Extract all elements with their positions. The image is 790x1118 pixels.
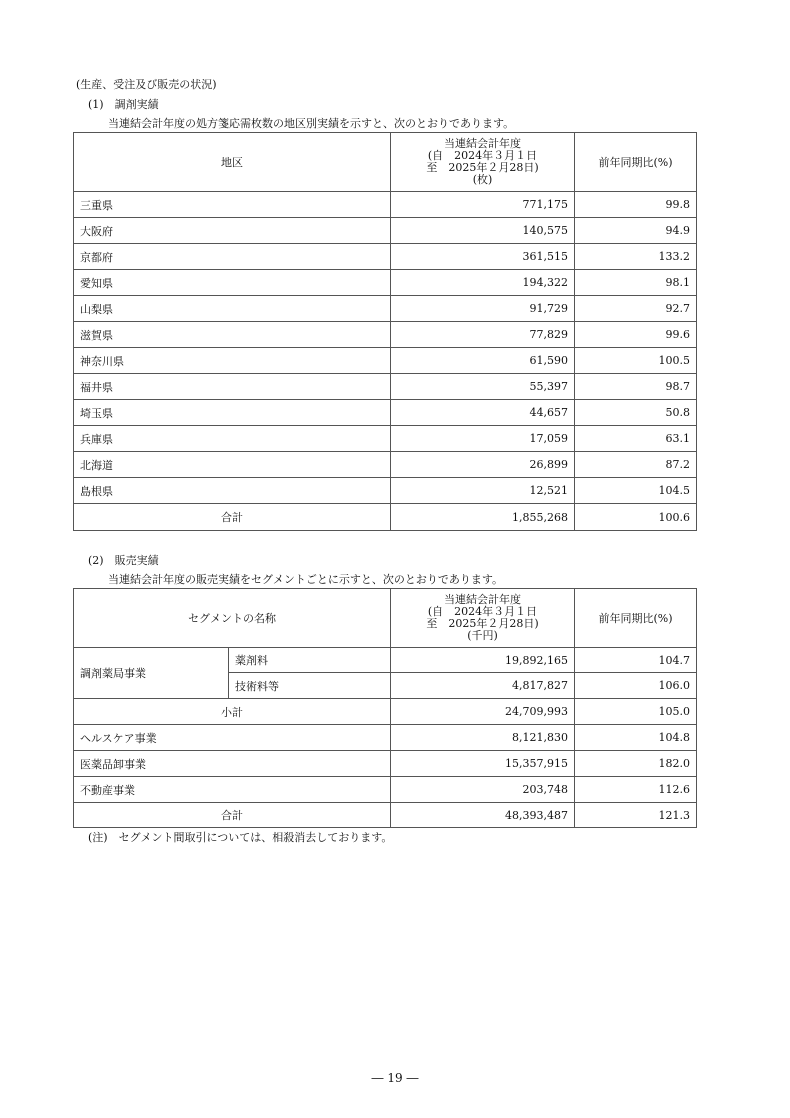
region-cell: 兵庫県 xyxy=(74,426,391,452)
dispensing-header-row xyxy=(74,133,697,192)
period-line-3: 至 2025年２月28日) xyxy=(426,617,539,630)
table-row xyxy=(74,244,697,270)
table-row xyxy=(74,348,697,374)
yoy-cell: 98.1 xyxy=(575,270,697,296)
footnote: (注) セグメント間取引については、相殺消去しております。 xyxy=(88,831,393,844)
value-cell: 140,575 xyxy=(391,218,575,244)
item-yoy: 104.7 xyxy=(575,648,697,673)
total-yoy: 100.6 xyxy=(575,504,697,531)
value-cell: 8,121,830 xyxy=(391,725,575,751)
yoy-cell: 50.8 xyxy=(575,400,697,426)
value-cell: 361,515 xyxy=(391,244,575,270)
value-cell: 26,899 xyxy=(391,452,575,478)
item-value: 19,892,165 xyxy=(391,648,575,673)
region-cell: 山梨県 xyxy=(74,296,391,322)
yoy-cell: 104.8 xyxy=(575,725,697,751)
yoy-cell: 112.6 xyxy=(575,777,697,803)
period-line-2: (自 2024年３月１日 xyxy=(427,605,538,618)
dispensing-heading: (1) 調剤実績 xyxy=(88,98,159,111)
table-row xyxy=(74,322,697,348)
subtotal-row xyxy=(74,699,697,725)
total-label: 合計 xyxy=(74,504,391,531)
subtotal-value: 24,709,993 xyxy=(391,699,575,725)
yoy-cell: 98.7 xyxy=(575,374,697,400)
item-label: 薬剤料 xyxy=(229,648,391,673)
period-unit: (枚) xyxy=(472,173,493,186)
region-cell: 福井県 xyxy=(74,374,391,400)
region-cell: 神奈川県 xyxy=(74,348,391,374)
dispensing-total-row xyxy=(74,504,697,531)
value-cell: 12,521 xyxy=(391,478,575,504)
table-row xyxy=(74,725,697,751)
yoy-header: 前年同期比(%) xyxy=(575,589,697,648)
period-line-1: 当連結会計年度 xyxy=(444,593,522,606)
period-line-1: 当連結会計年度 xyxy=(444,137,521,150)
value-cell: 15,357,915 xyxy=(391,751,575,777)
yoy-cell: 99.6 xyxy=(575,322,697,348)
segment-label: 不動産事業 xyxy=(74,777,391,803)
item-value: 4,817,827 xyxy=(391,673,575,699)
subtotal-label: 小計 xyxy=(74,699,391,725)
total-label: 合計 xyxy=(74,803,391,828)
period-unit: (千円) xyxy=(467,629,498,642)
total-value: 1,855,268 xyxy=(391,504,575,531)
yoy-cell: 92.7 xyxy=(575,296,697,322)
region-cell: 京都府 xyxy=(74,244,391,270)
yoy-header: 前年同期比(%) xyxy=(575,133,697,192)
sales-intro: 当連結会計年度の販売実績をセグメントごとに示すと、次のとおりであります。 xyxy=(108,573,504,586)
region-cell: 三重県 xyxy=(74,192,391,218)
item-label: 技術料等 xyxy=(229,673,391,699)
region-header: 地区 xyxy=(74,133,391,192)
yoy-cell: 133.2 xyxy=(575,244,697,270)
yoy-cell: 63.1 xyxy=(575,426,697,452)
value-cell: 61,590 xyxy=(391,348,575,374)
table-row xyxy=(74,374,697,400)
value-cell: 771,175 xyxy=(391,192,575,218)
yoy-cell: 99.8 xyxy=(575,192,697,218)
table-row xyxy=(74,270,697,296)
yoy-cell: 104.5 xyxy=(575,478,697,504)
region-cell: 北海道 xyxy=(74,452,391,478)
period-header xyxy=(391,589,575,648)
region-cell: 大阪府 xyxy=(74,218,391,244)
total-value: 48,393,487 xyxy=(391,803,575,828)
yoy-cell: 94.9 xyxy=(575,218,697,244)
table-row xyxy=(74,192,697,218)
period-line-3: 至 2025年２月28日) xyxy=(426,161,539,174)
sales-heading: (2) 販売実績 xyxy=(88,554,159,567)
value-cell: 77,829 xyxy=(391,322,575,348)
dispensing-table xyxy=(73,132,697,531)
table-row xyxy=(74,751,697,777)
region-cell: 愛知県 xyxy=(74,270,391,296)
sales-header-row xyxy=(74,589,697,648)
total-yoy: 121.3 xyxy=(575,803,697,828)
table-row xyxy=(74,478,697,504)
value-cell: 91,729 xyxy=(391,296,575,322)
yoy-cell: 87.2 xyxy=(575,452,697,478)
subtotal-yoy: 105.0 xyxy=(575,699,697,725)
section-title: (生産、受注及び販売の状況) xyxy=(76,78,217,91)
sales-total-row xyxy=(74,803,697,828)
table-row xyxy=(74,777,697,803)
table-row xyxy=(74,296,697,322)
table-row xyxy=(74,218,697,244)
table-row xyxy=(74,400,697,426)
segment-label: 医薬品卸事業 xyxy=(74,751,391,777)
value-cell: 194,322 xyxy=(391,270,575,296)
table-row xyxy=(74,426,697,452)
table-row xyxy=(74,452,697,478)
yoy-cell: 100.5 xyxy=(575,348,697,374)
value-cell: 17,059 xyxy=(391,426,575,452)
value-cell: 55,397 xyxy=(391,374,575,400)
segment-label: ヘルスケア事業 xyxy=(74,725,391,751)
sales-table xyxy=(73,588,697,828)
region-cell: 埼玉県 xyxy=(74,400,391,426)
yoy-cell: 182.0 xyxy=(575,751,697,777)
period-header xyxy=(391,133,575,192)
item-yoy: 106.0 xyxy=(575,673,697,699)
value-cell: 203,748 xyxy=(391,777,575,803)
dispensing-intro: 当連結会計年度の処方箋応需枚数の地区別実績を示すと、次のとおりであります。 xyxy=(108,117,515,130)
value-cell: 44,657 xyxy=(391,400,575,426)
segment-header: セグメントの名称 xyxy=(74,589,391,648)
region-cell: 滋賀県 xyxy=(74,322,391,348)
region-cell: 島根県 xyxy=(74,478,391,504)
pharmacy-segment-label: 調剤薬局事業 xyxy=(74,648,229,699)
table-row xyxy=(74,648,697,673)
page-number: ― 19 ― xyxy=(371,1071,419,1085)
period-line-2: (自 2024年３月１日 xyxy=(427,149,538,162)
